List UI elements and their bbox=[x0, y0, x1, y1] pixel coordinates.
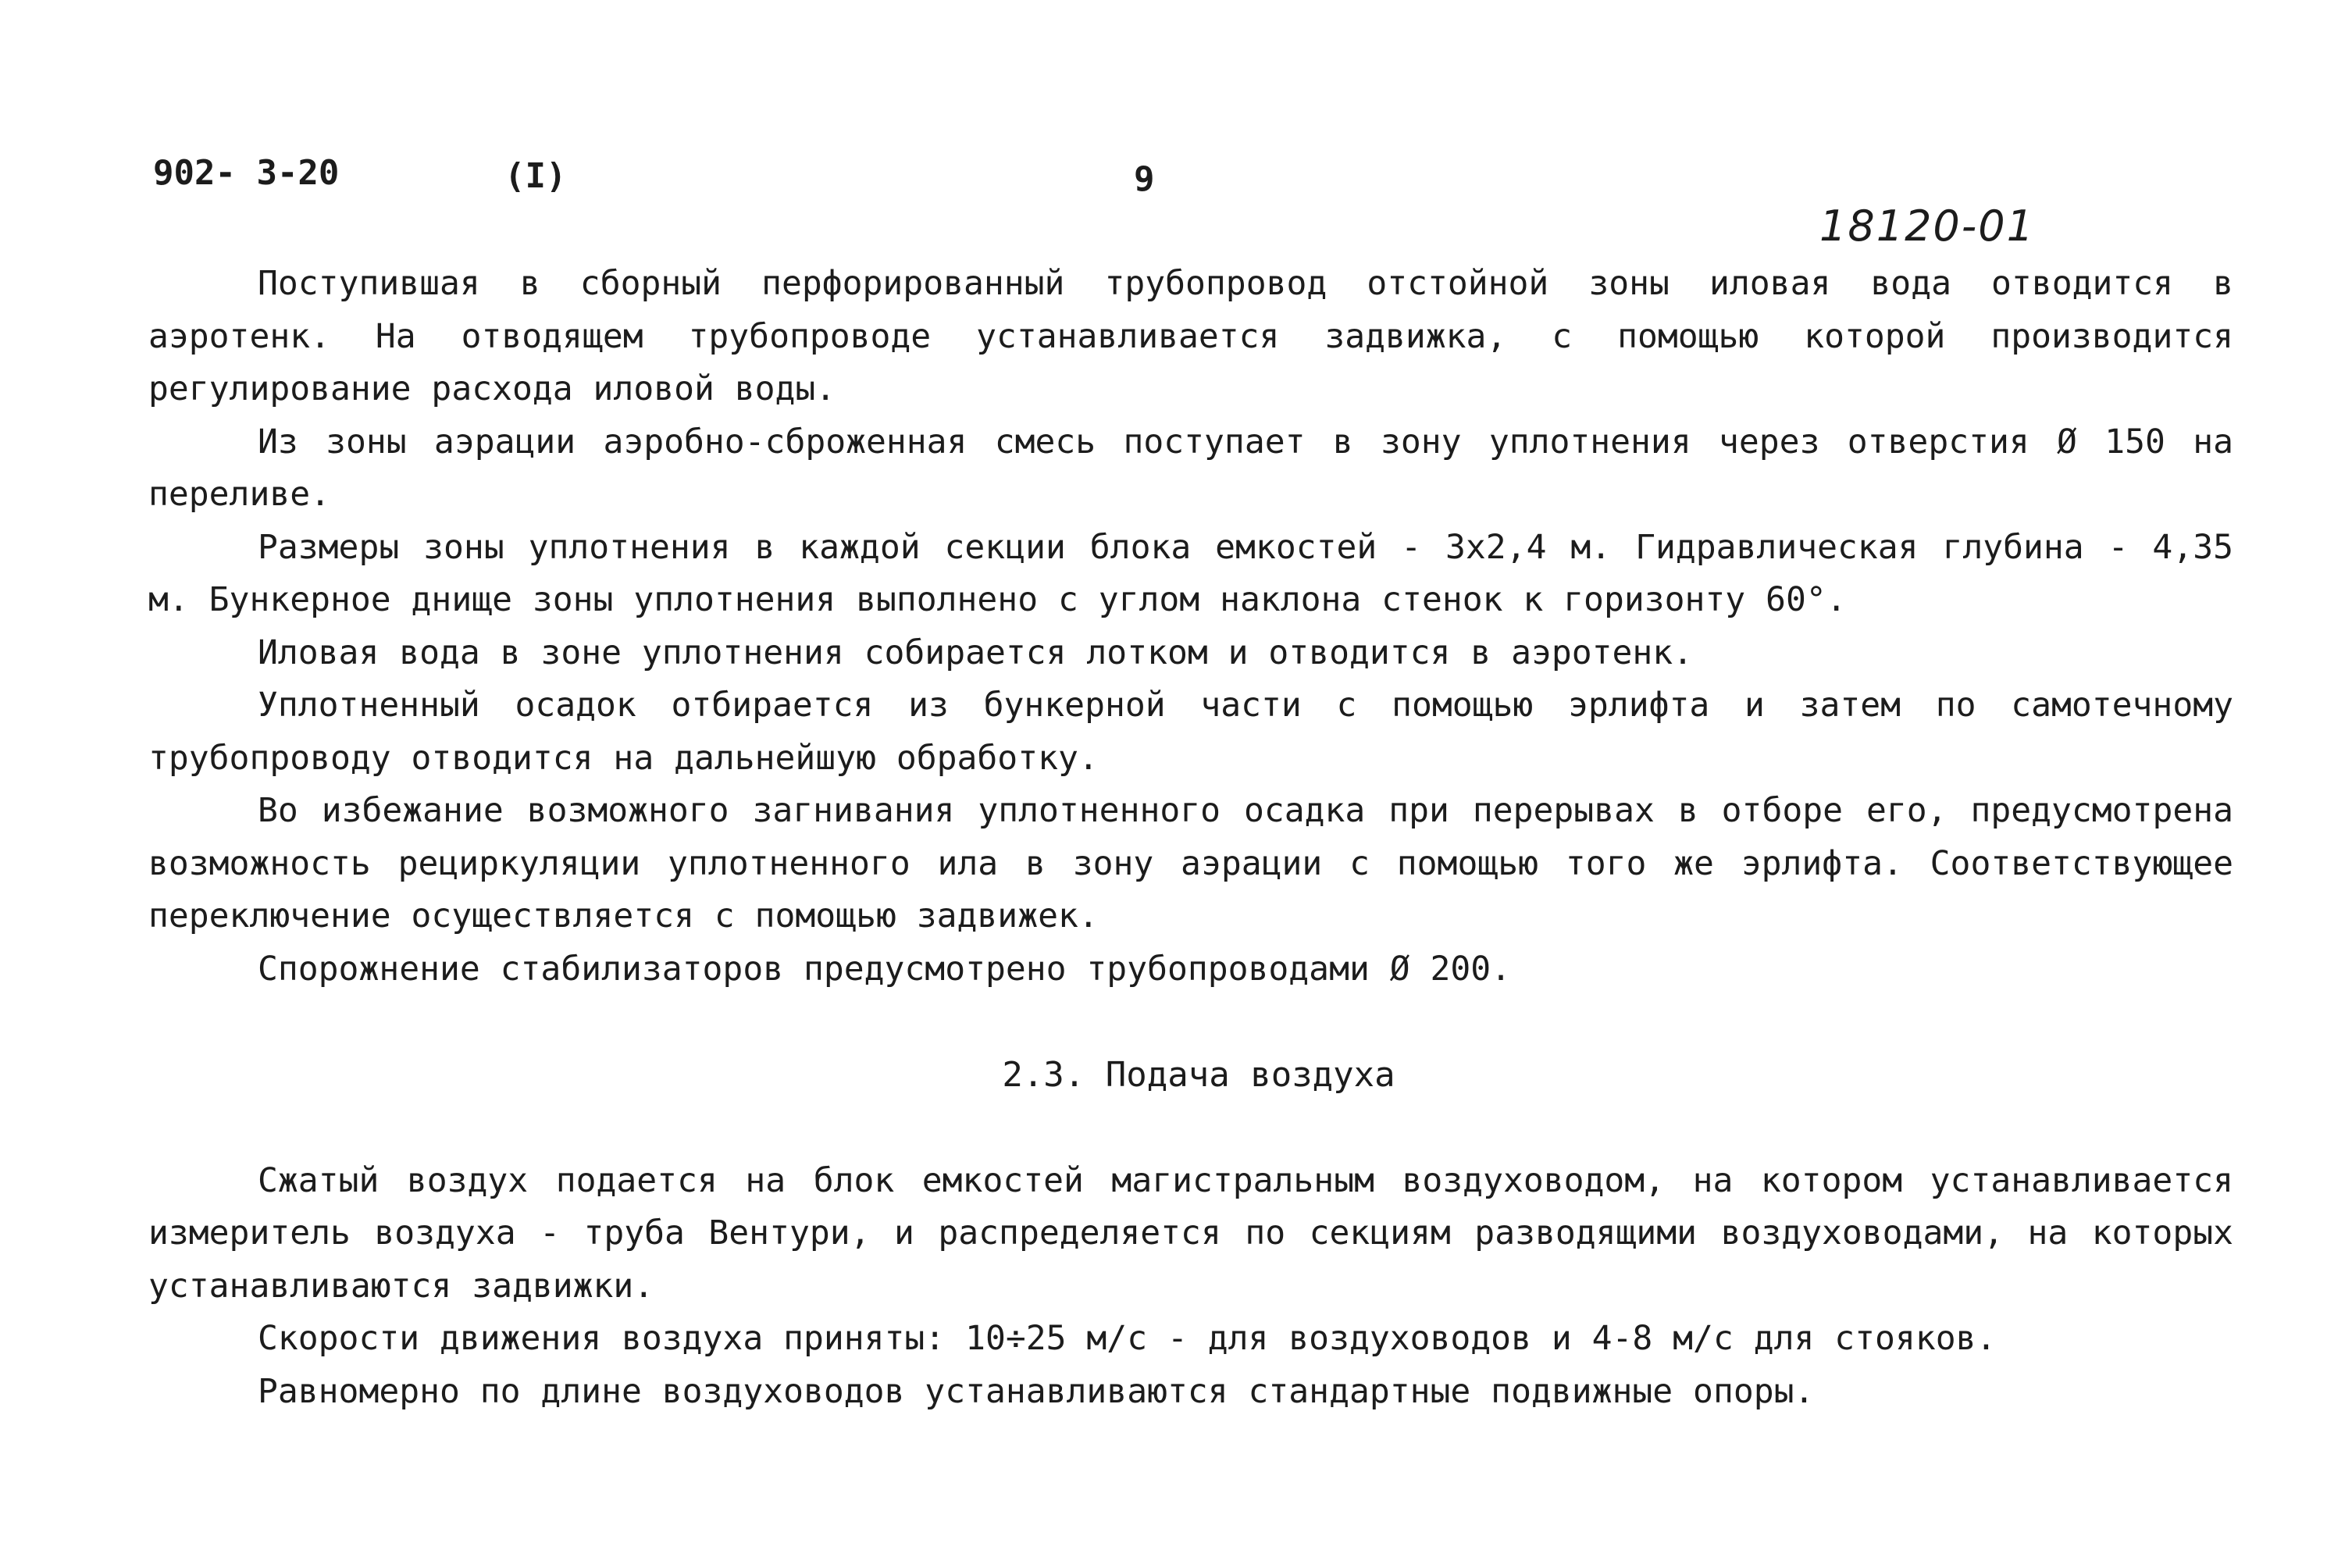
paragraph: Уплотненный осадок отбирается из бункерной части с помощью эрлифта и затем по самотечному трубопроводу отводится на дальнейшую обработку. bbox=[148, 686, 2233, 778]
page-number: 9 bbox=[1134, 159, 1155, 199]
section-paragraph: Скорости движения воздуха приняты: 10÷25 м/с - для воздуховодов и 4-8 м/с для стояков. bbox=[258, 1319, 1997, 1358]
reference-number: 18120-01 bbox=[1819, 201, 2035, 251]
paragraph: Размеры зоны уплотнения в каждой секции блока емкостей - 3x2,4 м. Гидравлическая глубина - 4,35 м. Бункерное днище зоны уплотнения выполнено с углом наклона стенок к горизонту 60°. bbox=[148, 527, 2233, 619]
section-paragraph: Равномерно по длине воздуховодов устанавливаются стандартные подвижные опоры. bbox=[258, 1371, 1815, 1411]
paragraph: Из зоны аэрации аэробно-сброженная смесь поступает в зону уплотнения через отверстия Ø 150 на переливе. bbox=[148, 422, 2233, 514]
document-code: 902- 3-20 bbox=[153, 153, 340, 193]
paragraph: Спорожнение стабилизаторов предусмотрено трубопроводами Ø 200. bbox=[258, 949, 1512, 989]
document-part: (I) bbox=[504, 156, 567, 196]
paragraph: Во избежание возможного загнивания уплотненного осадка при перерывах в отборе его, предусмотрена возможность рециркуляции уплотненного ила в зону аэрации с помощью того же эрлифта. Соответствующее переключение осуществляется с помощью задвижек. bbox=[148, 791, 2233, 935]
section-paragraph: Сжатый воздух подается на блок емкостей магистральным воздуховодом, на котором устанавливается измеритель воздуха - труба Вентури, и распределяется по секциям разводящими воздуховодами, на которых устанавливаются задвижки. bbox=[148, 1160, 2233, 1306]
section-heading: 2.3. Подача воздуха bbox=[1002, 1055, 1395, 1095]
paragraph: Иловая вода в зоне уплотнения собирается лотком и отводится в аэротенк. bbox=[258, 633, 1694, 672]
paragraph: Поступившая в сборный перфорированный трубопровод отстойной зоны иловая вода отводится в аэротенк. На отводящем трубопроводе устанавливается задвижка, с помощью которой производится регулирование расхода иловой воды. bbox=[148, 264, 2233, 408]
document-body bbox=[148, 258, 2233, 1418]
